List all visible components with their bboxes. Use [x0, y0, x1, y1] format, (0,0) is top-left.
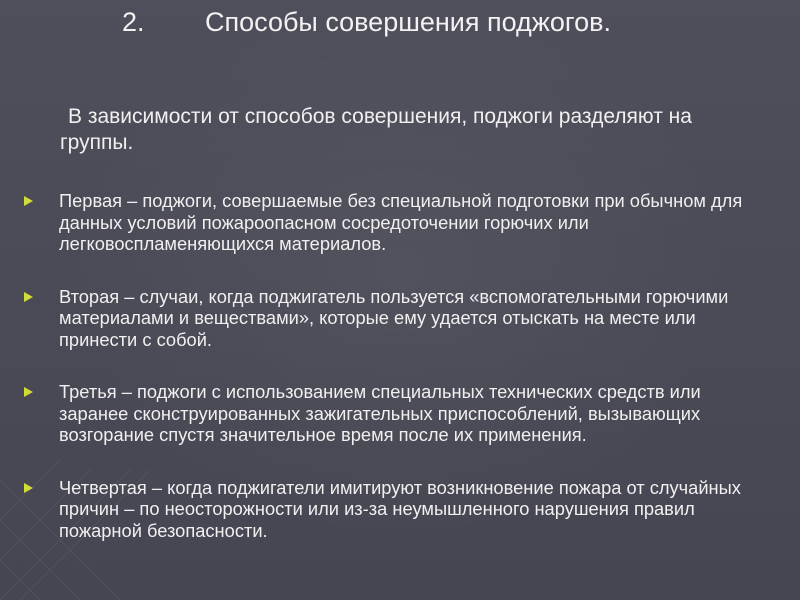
- bullet-text: Первая – поджоги, совершаемые без специальной подготовки при обычном для данных условий пожароопасном сосредоточении горючих или легковоспламеняющихся материалов.: [59, 190, 743, 254]
- bullet-item: [22, 286, 762, 351]
- triangle-right-icon: [22, 477, 40, 499]
- bullet-item: [22, 381, 762, 446]
- triangle-right-icon: [22, 381, 40, 403]
- bullet-text: Вторая – случаи, когда поджигатель пользуется «вспомогательными горючими материалами и веществами», которые ему удается отыскать на месте или принести с собой.: [59, 285, 729, 350]
- slide-title: [0, 0, 800, 44]
- intro-text: В зависимости от способов совершения, поджоги разделяют на группы.: [60, 105, 692, 154]
- title-number: 2.: [122, 7, 145, 37]
- bullet-text: Четвертая – когда поджигатели имитируют возникновение пожара от случайных причин – по неосторожности или из-за неумышленного нарушения правил пожарной безопасности.: [59, 476, 741, 541]
- triangle-right-icon: [22, 190, 40, 212]
- triangle-right-icon: [22, 286, 40, 308]
- bullet-list: [22, 190, 762, 572]
- bullet-item: [22, 190, 762, 255]
- bullet-text: Третья – поджоги с использованием специальных технических средств или заранее сконструированных зажигательных приспособлений, вызывающих возгорание спустя значительное время после их применения.: [59, 381, 701, 445]
- title-text: Способы совершения поджогов.: [205, 7, 612, 37]
- bullet-item: [22, 477, 762, 542]
